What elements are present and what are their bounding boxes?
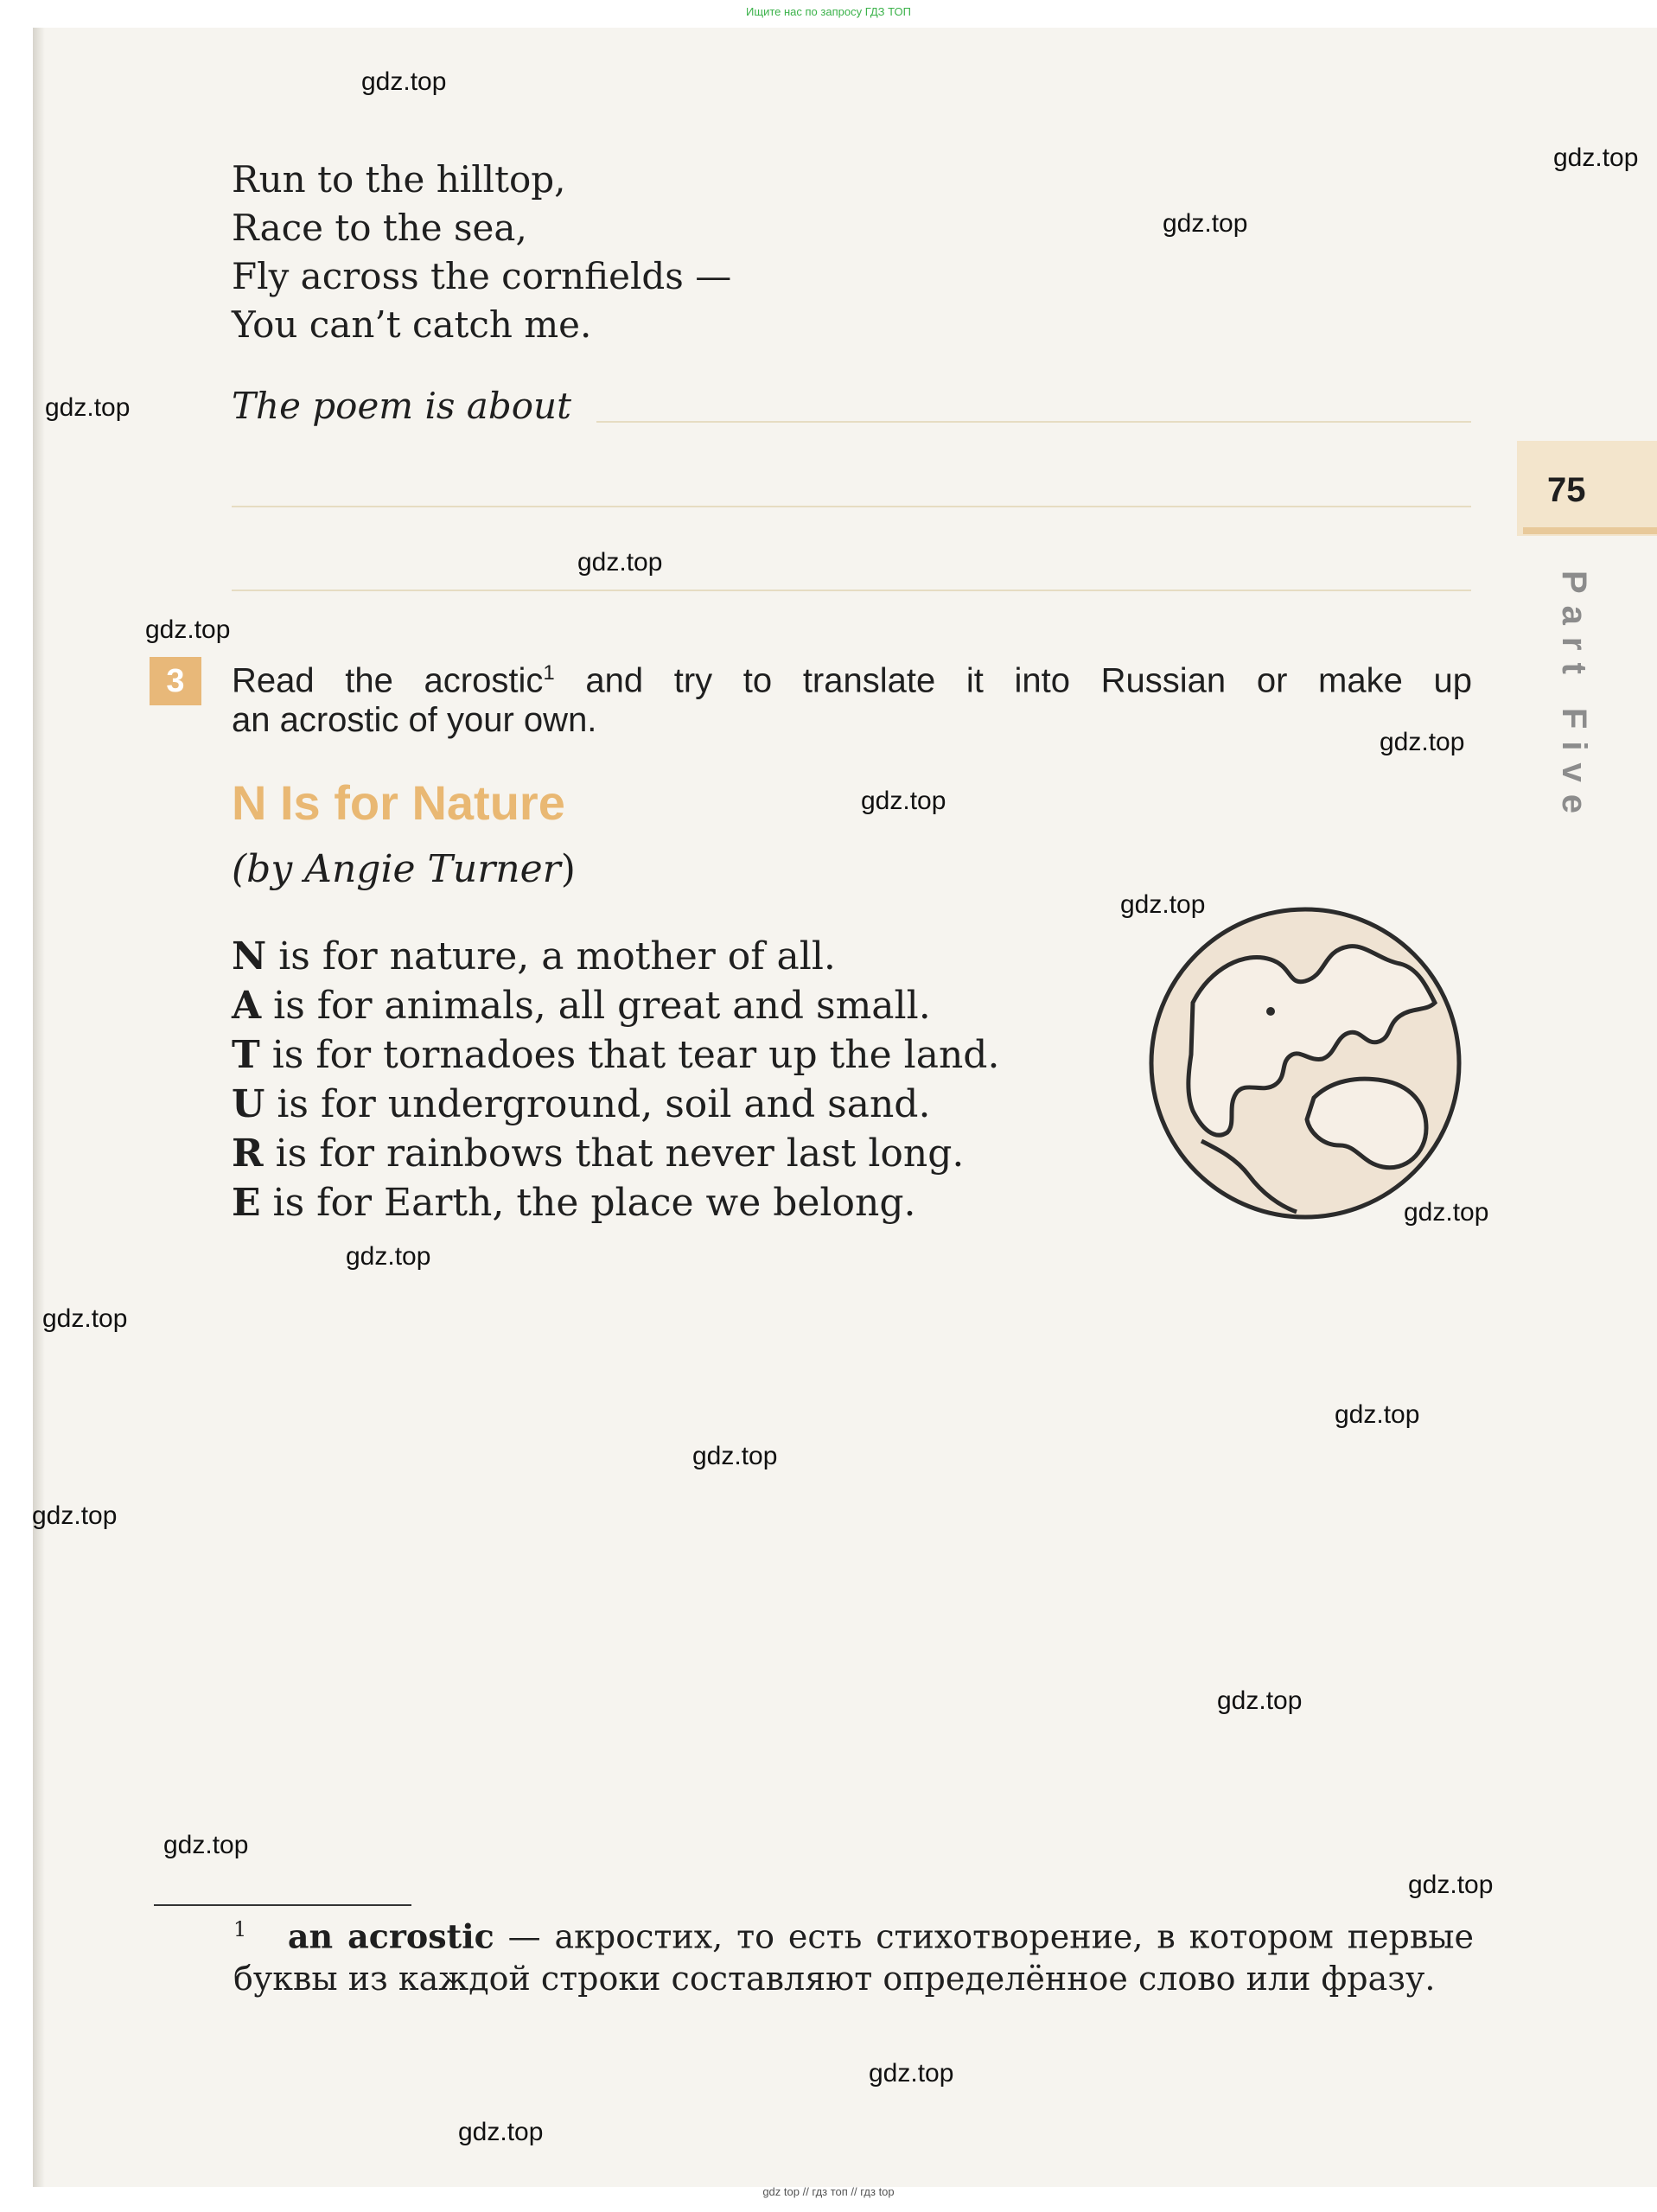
watermark: gdz.top <box>346 1242 431 1271</box>
task-instruction-line2: an acrostic of your own. <box>232 701 597 739</box>
footnote-term: an acrostic <box>287 1916 494 1956</box>
answer-line[interactable] <box>596 421 1471 423</box>
globe-illustration <box>1141 899 1469 1227</box>
footnote-rule <box>154 1904 411 1906</box>
watermark: gdz.top <box>1553 143 1639 172</box>
watermark: gdz.top <box>692 1442 778 1470</box>
footnote-number: 1 <box>233 1917 247 1941</box>
answer-line[interactable] <box>232 590 1471 591</box>
bottom-notice: gdz top // гдз топ // гдз top <box>762 2185 895 2198</box>
author-paren: ) <box>560 847 576 891</box>
acrostic-line <box>232 1178 999 1227</box>
acrostic-letter: U <box>232 1082 265 1126</box>
acrostic-text: is for rainbows that never last long. <box>263 1131 965 1176</box>
watermark: gdz.top <box>869 2059 954 2088</box>
acrostic-line <box>232 932 999 981</box>
acrostic-text: is for Earth, the place we belong. <box>260 1181 916 1225</box>
watermark: gdz.top <box>1163 209 1248 238</box>
acrostic-text: is for nature, a mother of all. <box>266 934 836 979</box>
poem-line: Fly across the cornfields — <box>232 255 732 297</box>
page-number: 75 <box>1547 471 1586 509</box>
poem-author <box>232 847 576 891</box>
author-name: (by Angie Turner <box>232 847 561 891</box>
watermark: gdz.top <box>1120 890 1206 919</box>
poem-about-prompt: The poem is about <box>232 385 571 427</box>
poem-line: You can’t catch me. <box>232 303 592 346</box>
answer-line[interactable] <box>232 506 1471 507</box>
poem-run-to-the-hilltop <box>232 156 731 349</box>
island-dot <box>1266 1007 1275 1016</box>
watermark: gdz.top <box>163 1831 249 1859</box>
watermark: gdz.top <box>458 2118 544 2146</box>
watermark: gdz.top <box>1408 1871 1494 1899</box>
acrostic-text: is for tornadoes that tear up the land. <box>259 1033 1000 1077</box>
acrostic-letter: T <box>232 1033 260 1077</box>
watermark: gdz.top <box>42 1304 128 1333</box>
acrostic-line <box>232 1030 999 1080</box>
task-instruction <box>232 650 1472 704</box>
poem-line: Race to the sea, <box>232 207 527 249</box>
watermark: gdz.top <box>361 67 447 96</box>
acrostic-text: is for animals, all great and small. <box>261 984 931 1028</box>
acrostic-line <box>232 981 999 1030</box>
watermark: gdz.top <box>861 787 946 815</box>
watermark: gdz.top <box>1335 1400 1420 1429</box>
watermark: gdz.top <box>1380 728 1465 756</box>
acrostic-letter: E <box>232 1181 261 1225</box>
section-label: Part Five <box>1555 571 1593 826</box>
section-divider <box>1523 527 1657 534</box>
acrostic-letter: N <box>232 934 267 979</box>
acrostic-letter: A <box>232 984 262 1028</box>
section-tab <box>1517 441 1657 536</box>
acrostic-letter: R <box>232 1131 264 1176</box>
poem-line: Run to the hilltop, <box>232 158 566 201</box>
watermark: gdz.top <box>32 1501 118 1530</box>
task-text-part: and try to translate it into Russian or make up <box>554 661 1472 700</box>
poem-title: N Is for Nature <box>232 775 565 830</box>
task-number-badge: 3 <box>150 657 201 705</box>
acrostic-poem <box>232 932 999 1227</box>
watermark: gdz.top <box>145 615 231 644</box>
watermark: gdz.top <box>577 548 663 577</box>
task-text-part: Read the acrostic <box>232 661 544 700</box>
watermark: gdz.top <box>1217 1686 1303 1715</box>
footnote-text: — акростих, то есть стихотворение, в котором первые буквы из каждой строки составляют определённое слово или фразу. <box>233 1917 1474 1998</box>
watermark: gdz.top <box>45 393 131 422</box>
footnote <box>233 1909 1474 1999</box>
watermark: gdz.top <box>1404 1198 1489 1227</box>
footnote-ref: 1 <box>543 661 555 685</box>
acrostic-text: is for underground, soil and sand. <box>264 1082 931 1126</box>
acrostic-line <box>232 1080 999 1129</box>
top-notice[interactable]: Ищите нас по запросу ГДЗ ТОП <box>746 5 911 18</box>
acrostic-line <box>232 1129 999 1178</box>
page-spine <box>33 28 45 2187</box>
